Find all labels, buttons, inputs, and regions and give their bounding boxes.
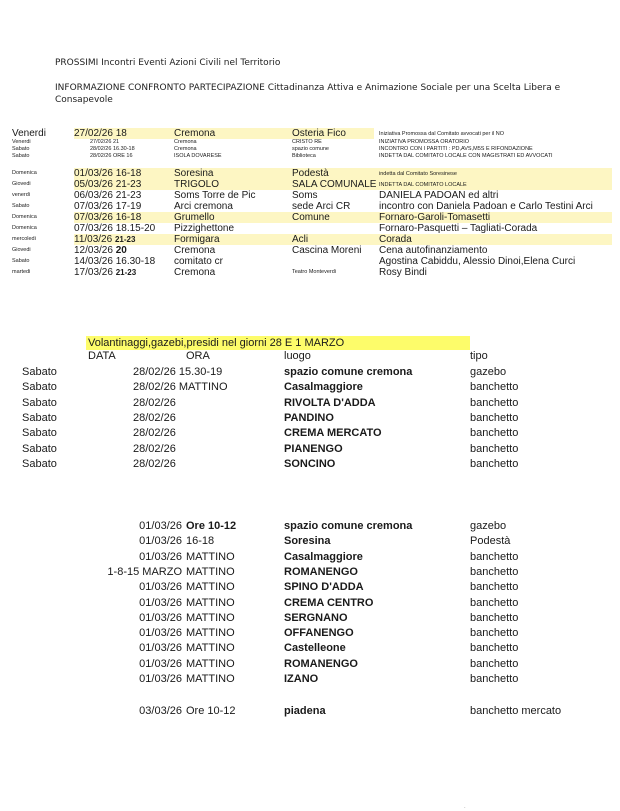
row-place: SPINO D'ADDA [284, 581, 364, 594]
schedule-venue: Acli [292, 234, 309, 245]
row-time: MATTINO [186, 581, 235, 594]
row-place: ROMANENGO [284, 657, 358, 670]
schedule-date: 07/03/26 [74, 223, 113, 234]
schedule-day: Domenica [12, 214, 37, 220]
volantinaggio-row [0, 412, 620, 427]
row-place: CREMA CENTRO [284, 596, 374, 609]
row-place: Castelleone [284, 642, 346, 655]
schedule-day: Sabato [12, 258, 30, 264]
schedule-note: Rosy Bindi [379, 267, 427, 278]
schedule-row [12, 201, 612, 212]
volantinaggio-row [0, 705, 620, 720]
schedule-time: 18.15-20 [115, 223, 156, 234]
volantinaggio-row [0, 535, 620, 550]
schedule-location: Grumello [174, 212, 215, 223]
schedule-time: 21-23 [115, 190, 142, 201]
schedule-note: incontro con Daniela Padoan e Carlo Testini Arci [379, 201, 593, 212]
row-date: 01/03/26 [139, 581, 182, 594]
schedule-location: Cremona [174, 245, 216, 256]
volantinaggio-row [0, 566, 620, 581]
row-type: banchetto [470, 427, 519, 440]
row-datetime: 28/02/26 [133, 442, 176, 455]
volantinaggio-row [0, 597, 620, 612]
schedule-time: 20 [115, 245, 127, 256]
schedule-time: 18 [115, 128, 127, 139]
schedule-row [12, 179, 612, 190]
schedule-datetime [74, 223, 155, 234]
volantinaggio-row [0, 458, 620, 473]
volantinaggio-row [0, 581, 620, 596]
row-type: banchetto [470, 581, 519, 594]
schedule-day: Domenica [12, 170, 37, 176]
schedule-day: Sabato [12, 203, 30, 209]
row-date: 01/03/26 [139, 520, 182, 532]
schedule-date: 27/02/26 [74, 128, 113, 139]
schedule-location: Soresina [174, 168, 214, 179]
schedule-row [12, 212, 612, 223]
schedule-note: Iniziativa Promossa dal Comitato avvocati per il NO [379, 131, 505, 137]
volantinaggio-row [0, 397, 620, 412]
schedule-row [12, 168, 612, 179]
schedule-date: 05/03/26 [74, 179, 113, 190]
row-date: 01/03/26 [139, 673, 182, 685]
row-place: SONCINO [284, 457, 336, 470]
schedule-venue: Cascina Moreni [292, 245, 362, 256]
schedule-venue: Osteria Fico [292, 128, 346, 139]
row-type: banchetto [470, 442, 519, 455]
row-type: banchetto [470, 550, 519, 563]
row-type: banchetto [470, 642, 519, 655]
schedule-datetime [90, 139, 119, 146]
schedule-note: DANIELA PADOAN ed altri [379, 190, 499, 201]
schedule-time: 21-23 [115, 179, 142, 190]
volantinaggio-row [0, 366, 620, 381]
row-time: MATTINO [186, 642, 235, 655]
document-subtitle: INFORMAZIONE CONFRONTO PARTECIPAZIONE Cittadinanza Attiva e Animazione Sociale per una Scelta Libera e Consapevole [55, 83, 561, 105]
schedule-location: comitato cr [174, 256, 223, 267]
schedule-time: 16-18 [115, 168, 142, 179]
row-place: IZANO [284, 673, 319, 685]
volantinaggio-row [0, 427, 620, 442]
row-datetime: 28/02/26 [133, 427, 176, 440]
row-type: banchetto [470, 627, 519, 640]
schedule-day: Giovedi [12, 181, 31, 187]
schedule-date: 28/02/26 [90, 146, 112, 152]
row-date: 1-8-15 MARZO [107, 565, 182, 578]
schedule-date: 28/02/26 [90, 153, 112, 159]
volantinaggio-row [0, 381, 620, 396]
row-type: banchetto [470, 596, 519, 609]
row-date: 01/03/26 [139, 550, 182, 563]
schedule-datetime [74, 234, 135, 245]
volantinaggio-row [0, 658, 620, 673]
page-mark: . [464, 804, 466, 810]
row-highlight [74, 168, 612, 179]
schedule-venue: Biblioteca [292, 153, 316, 159]
schedule-row [12, 190, 612, 201]
row-highlight [74, 234, 612, 245]
row-date: 01/03/26 [139, 657, 182, 670]
column-header-data: DATA [88, 350, 116, 362]
schedule-datetime [74, 201, 141, 212]
schedule-time: ORE 16 [112, 153, 133, 159]
row-type: Podestà [470, 535, 511, 548]
schedule-row [12, 128, 612, 139]
row-place: SERGNANO [284, 611, 348, 624]
schedule-datetime [74, 245, 127, 256]
row-date: 01/03/26 [139, 611, 182, 624]
schedule-time: 16.30-18 [112, 146, 135, 152]
schedule-datetime [74, 267, 136, 278]
schedule-note: indetta dal Comitato Soresinese [379, 171, 457, 177]
schedule-venue: Podestà [292, 168, 329, 179]
schedule-note: Cena autofinanziamento [379, 245, 488, 256]
schedule-date: 12/03/26 [74, 245, 113, 256]
row-place: piadena [284, 705, 326, 717]
schedule-venue: Teatro Monteverdi [292, 269, 337, 275]
schedule-location: Formigara [174, 234, 220, 245]
row-type: gazebo [470, 366, 507, 378]
schedule-day: Domenica [12, 225, 37, 231]
row-date: 01/03/26 [139, 642, 182, 655]
schedule-date: 01/03/26 [74, 168, 113, 179]
schedule-note: Agostina Cabiddu, Alessio Dinoi,Elena Curci [379, 256, 576, 267]
schedule-note: Fornaro-Pasquetti – Tagliati-Corada [379, 223, 538, 234]
schedule-date: 06/03/26 [74, 190, 113, 201]
row-type: banchetto [470, 611, 519, 624]
row-time: MATTINO [186, 627, 235, 640]
schedule-row [12, 267, 612, 278]
schedule-time: 16-18 [115, 212, 142, 223]
schedule-day: martedi [12, 269, 31, 275]
row-place: CREMA MERCATO [284, 427, 382, 440]
schedule-day: mercoledi [12, 236, 36, 242]
schedule-location: Cremona [174, 267, 216, 278]
volantinaggio-row [0, 551, 620, 566]
column-header-tipo: tipo [470, 350, 488, 362]
row-day: Sabato [22, 427, 57, 440]
row-day: Sabato [22, 396, 57, 409]
row-day: Sabato [22, 457, 57, 470]
volantinaggio-row [0, 673, 620, 688]
row-place: spazio comune cremona [284, 520, 413, 532]
schedule-datetime [90, 153, 133, 160]
volantinaggi-table [0, 350, 620, 717]
row-type: banchetto [470, 396, 519, 409]
schedule-row [12, 256, 612, 267]
schedule-day: Sabato [12, 153, 30, 159]
row-type: banchetto [470, 657, 519, 670]
row-type: banchetto [470, 673, 519, 685]
schedule-note: INCONTRO CON I PARTITI : PD,AVS,M5S E RIFONDAZIONE [379, 146, 533, 152]
row-day: Sabato [22, 411, 57, 424]
row-place: ROMANENGO [284, 565, 358, 578]
row-place: Casalmaggiore [284, 550, 363, 563]
volantinaggio-row [0, 627, 620, 642]
schedule-time: 21-23 [115, 268, 137, 277]
schedule-date: 07/03/26 [74, 201, 113, 212]
row-time: MATTINO [186, 565, 235, 578]
row-place: RIVOLTA D'ADDA [284, 396, 376, 409]
row-time: Ore 10-12 [186, 520, 237, 532]
schedule-time: 16.30-18 [115, 256, 156, 267]
schedule-datetime [90, 146, 135, 153]
schedule-location: Cremona [174, 128, 216, 139]
schedule-location: Cremona [174, 139, 197, 145]
schedule-venue: sede Arci CR [292, 201, 351, 212]
schedule-venue: Comune [292, 212, 330, 223]
schedule-note: INIZIATIVA PROMOSSA ORATORIO [379, 139, 470, 145]
volantinaggio-row [0, 642, 620, 657]
row-datetime: 28/02/26 [133, 457, 176, 470]
schedule-note: Fornaro-Garoli-Tomasetti [379, 212, 491, 223]
schedule-datetime [74, 190, 141, 201]
volantinaggio-row [0, 612, 620, 627]
row-place: Casalmaggiore [284, 381, 363, 394]
column-header-ora: ORA [186, 350, 210, 362]
row-time: MATTINO [186, 673, 235, 685]
schedule-datetime [74, 168, 141, 179]
schedule-location: ISOLA DOVARESE [174, 153, 222, 159]
schedule-day: Giovedi [12, 247, 31, 253]
schedule-day: Sabato [12, 146, 30, 152]
row-type: gazebo [470, 520, 507, 532]
row-date: 01/03/26 [139, 596, 182, 609]
schedule-date: 11/03/26 [74, 234, 113, 245]
row-place: PANDINO [284, 411, 334, 424]
row-time: MATTINO [186, 611, 235, 624]
schedule-day: Venerdi [12, 128, 46, 139]
row-date: 03/03/26 [139, 705, 182, 717]
row-place: spazio comune cremona [284, 366, 413, 378]
row-time: MATTINO [186, 657, 235, 670]
row-time: 16-18 [186, 535, 215, 548]
column-header-luogo: luogo [284, 350, 311, 362]
schedule-location: Soms Torre de Pic [174, 190, 256, 201]
schedule-location: Arci cremona [174, 201, 233, 212]
row-date: 01/03/26 [139, 627, 182, 640]
row-type: banchetto [470, 565, 519, 578]
schedule-datetime [74, 179, 141, 190]
schedule-time: 21-23 [114, 235, 136, 244]
row-time: MATTINO [186, 596, 235, 609]
schedule-location: Pizzighettone [174, 223, 235, 234]
schedule-row [12, 139, 612, 146]
schedule-row [12, 153, 612, 160]
table-header-row [0, 350, 620, 365]
schedule-datetime [74, 128, 127, 139]
schedule-location: TRIGOLO [174, 179, 220, 190]
row-day: Sabato [22, 442, 57, 455]
schedule-row [12, 245, 612, 256]
row-type: banchetto mercato [470, 705, 562, 717]
row-type: banchetto [470, 457, 519, 470]
row-type: banchetto [470, 381, 519, 394]
row-datetime: 28/02/26 15.30-19 [133, 366, 223, 378]
row-day: Sabato [22, 366, 57, 378]
row-day: Sabato [22, 381, 57, 394]
schedule-note: Corada [379, 234, 412, 245]
document-title: PROSSIMI Incontri Eventi Azioni Civili nel Territorio [55, 58, 281, 68]
row-date: 01/03/26 [139, 535, 182, 548]
schedule-day: Venerdi [12, 139, 31, 145]
row-highlight [74, 212, 612, 223]
row-place: Soresina [284, 535, 331, 548]
schedule-note: INDETTA DAL COMITATO LOCALE [379, 182, 467, 188]
schedule-row [12, 223, 612, 234]
volantinaggi-banner: Volantinaggi,gazebi,presidi nel giorni 28 E 1 MARZO [86, 336, 470, 350]
schedule-date: 14/03/26 [74, 256, 113, 267]
schedule-row [12, 146, 612, 153]
row-datetime: 28/02/26 MATTINO [133, 381, 228, 394]
row-type: banchetto [470, 411, 519, 424]
schedule-note: INDETTA DAL COMITATO LOCALE CON MAGISTRATI ED AVVOCATI [379, 153, 553, 159]
schedule-date: 17/03/26 [74, 267, 113, 278]
row-place: OFFANENGO [284, 627, 354, 640]
volantinaggio-row [0, 443, 620, 458]
schedule-time: 17-19 [115, 201, 142, 212]
schedule-location: Cremona [174, 146, 197, 152]
schedule-venue: Soms [292, 190, 318, 201]
schedule-datetime [74, 256, 155, 267]
schedule-venue: CRISTO RE [292, 139, 322, 145]
schedule-day: venerdi [12, 192, 31, 198]
schedule-datetime [74, 212, 141, 223]
row-place: PIANENGO [284, 442, 343, 455]
schedule-venue: SALA COMUNALE [292, 179, 377, 190]
row-time: MATTINO [186, 550, 235, 563]
row-time: Ore 10-12 [186, 705, 236, 717]
row-datetime: 28/02/26 [133, 396, 176, 409]
schedule-time: 21 [112, 139, 120, 145]
volantinaggio-row [0, 520, 620, 535]
schedule-venue: spazio comune [292, 146, 329, 152]
schedule-date: 27/02/26 [90, 139, 112, 145]
schedule-date: 07/03/26 [74, 212, 113, 223]
row-datetime: 28/02/26 [133, 411, 176, 424]
schedule-row [12, 234, 612, 245]
